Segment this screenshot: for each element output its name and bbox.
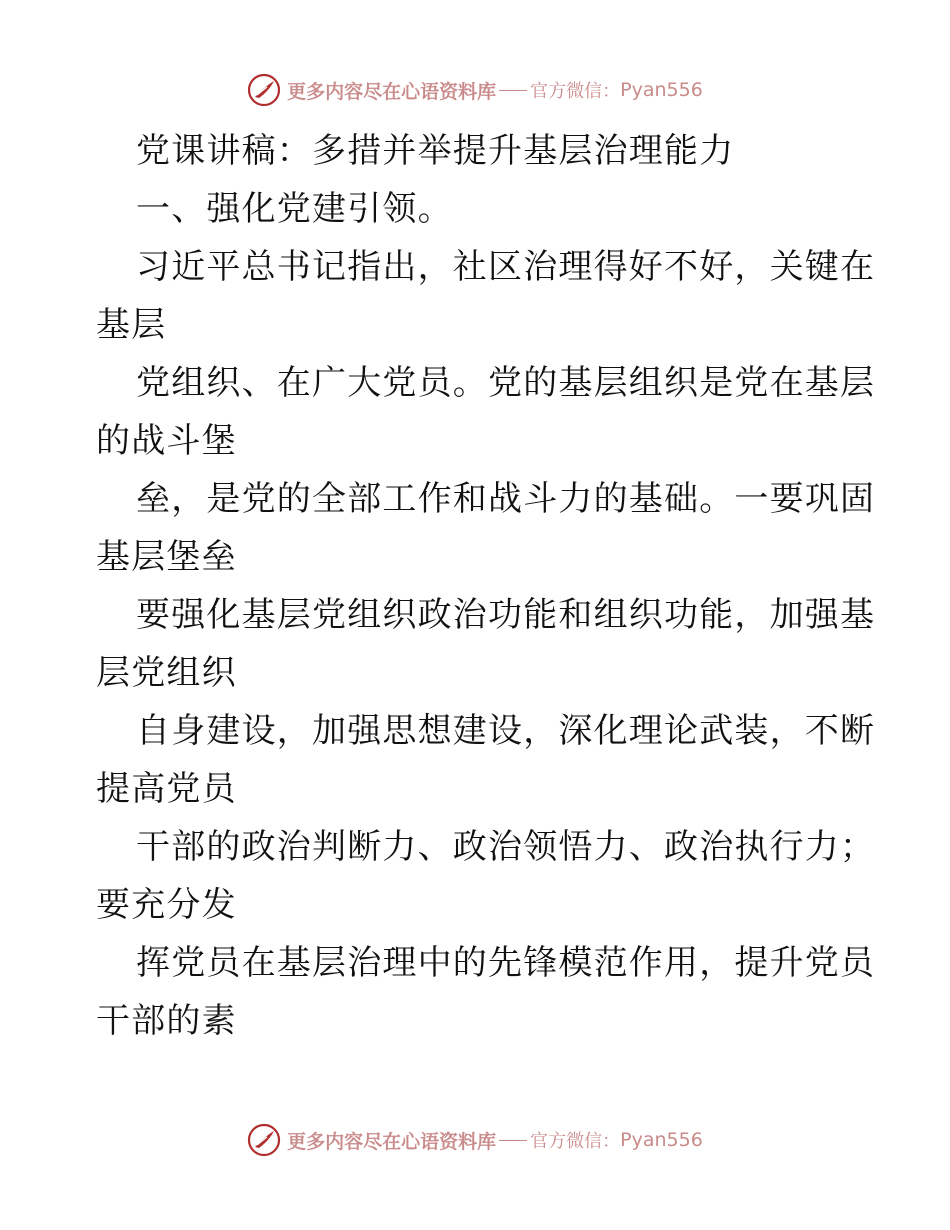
text-line: 挥党员在基层治理中的先锋模范作用，提升党员: [136, 943, 876, 983]
quill-logo-icon: [247, 1123, 281, 1157]
watermark-subtitle: 官方微信：: [530, 1131, 621, 1152]
header-watermark: [0, 70, 950, 110]
quill-logo-icon: [247, 73, 281, 107]
footer-watermark: [0, 1120, 950, 1160]
text-line: 垒，是党的全部工作和战斗力的基础。一要巩固: [136, 479, 876, 519]
text-line: 习近平总书记指出，社区治理得好不好，关键在: [136, 247, 876, 287]
text-line: 自身建设，加强思想建设，深化理论武装，不断: [136, 711, 876, 751]
text-line: 要强化基层党组织政治功能和组织功能，加强基: [136, 595, 876, 635]
watermark-id: Pyan556: [620, 79, 703, 101]
text-line: 要充分发: [96, 885, 237, 925]
text-line: 干部的政治判断力、政治领悟力、政治执行力；: [136, 827, 876, 867]
text-line: 一、强化党建引领。: [136, 189, 453, 229]
watermark-title: 更多内容尽在心语资料库: [287, 80, 497, 103]
document-title-line: 党课讲稿：多措并举提升基层治理能力: [136, 131, 735, 171]
watermark-dash: [499, 90, 527, 91]
text-line: 基层: [96, 305, 167, 345]
text-line: 层党组织: [96, 653, 237, 693]
watermark-subtitle: 官方微信：: [530, 81, 621, 102]
text-line: 基层堡垒: [96, 537, 237, 577]
text-line: 提高党员: [96, 769, 237, 809]
watermark-dash: [499, 1140, 527, 1141]
text-line: 党组织、在广大党员。党的基层组织是党在基层: [136, 363, 876, 403]
document-body: [96, 122, 876, 1050]
text-line: 干部的素: [96, 1001, 237, 1041]
watermark-id: Pyan556: [620, 1129, 703, 1151]
text-line: 的战斗堡: [96, 421, 237, 461]
watermark-title: 更多内容尽在心语资料库: [287, 1130, 497, 1153]
